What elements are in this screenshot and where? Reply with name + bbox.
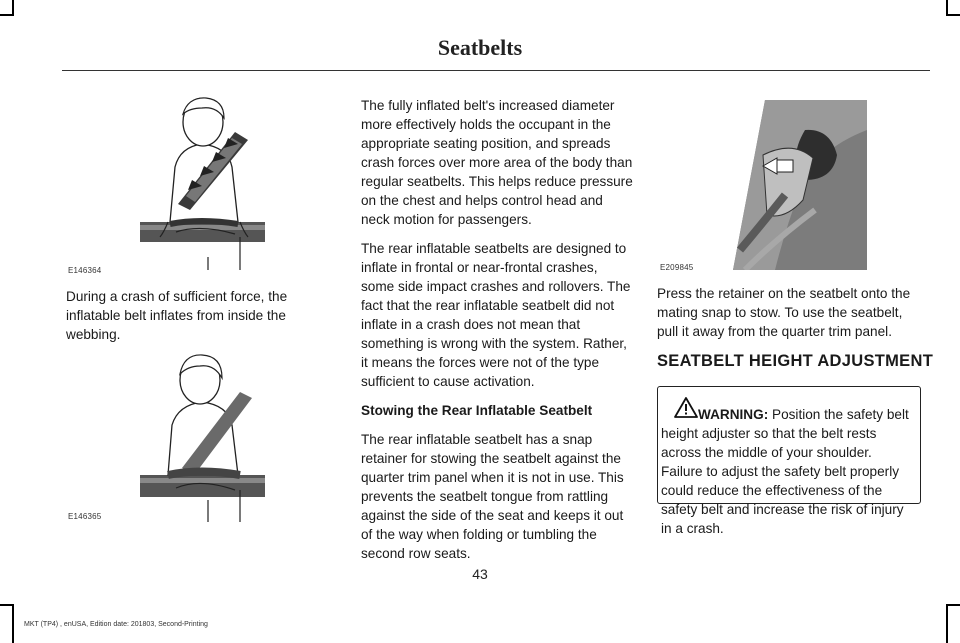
figure-code-1: E146364: [68, 266, 102, 275]
edition-footer: MKT (TP4) , enUSA, Edition date: 201803, Second-Printing: [24, 621, 208, 628]
subheading: Stowing the Rear Inflatable Seatbelt: [361, 403, 593, 418]
figure-seatbelt-retainer: [705, 100, 867, 270]
crop-mark-bottom-right-v: [946, 604, 948, 643]
body-paragraph: The fully inflated belt's increased diameter more effectively holds the occupant in the appropriate seating position, and spreads crash forces over more area of the body than regular seatbelts. This helps reduce pressure on the chest and helps control head and neck motion for passengers.: [361, 98, 633, 227]
crop-mark-bottom-left-v: [12, 604, 14, 643]
section-heading: SEATBELT HEIGHT ADJUSTMENT: [657, 352, 934, 370]
body-paragraph: Press the retainer on the seatbelt onto the mating snap to stow. To use the seatbelt, pull it away from the quarter trim panel.: [657, 286, 911, 339]
body-paragraph: The rear inflatable seatbelt has a snap retainer for stowing the seatbelt against the quarter trim panel when it is not in use. This prevents the seatbelt tongue from rattling against the side of the seat and keeps it out of the way when folding or tumbling the second row seats.: [361, 432, 624, 561]
column-3: [657, 284, 925, 341]
figure-code-2: E146365: [68, 512, 102, 521]
warning-box: [657, 386, 921, 536]
crop-mark-bottom-right-h: [946, 604, 960, 606]
crop-mark-top-right-h: [946, 14, 960, 16]
warning-text: Position the safety belt height adjuster so that the belt rests across the middle of your shoulder. Failure to adjust the safety belt properly could reduce the effectiveness of the safety belt and increase the risk of injury in a crash.: [661, 407, 909, 536]
figure-code-3: E209845: [660, 263, 694, 272]
body-paragraph: The rear inflatable seatbelts are designed to inflate in frontal or near-frontal crashes, some side impact crashes and rollovers. The fact that the rear inflatable seatbelt did not inflate in a crash does not mean that something is wrong with the system. Rather, it means the forces were not of the type sufficient to cause activation.: [361, 241, 631, 389]
crop-mark-bottom-left-h: [0, 604, 14, 606]
crop-mark-top-left-h: [0, 14, 14, 16]
page-number: 43: [472, 566, 488, 582]
column-1: [66, 287, 306, 344]
body-paragraph: During a crash of sufficient force, the inflatable belt inflates from inside the webbing.: [66, 289, 288, 342]
header-divider: [62, 70, 930, 71]
warning-paragraph: [661, 405, 916, 538]
figure-child-stowed-belt: [140, 350, 265, 522]
warning-label: WARNING:: [698, 407, 769, 422]
page-title: Seatbelts: [437, 35, 523, 60]
figure-child-inflated-belt: [140, 92, 265, 270]
warning-triangle-icon: [674, 397, 698, 418]
column-2: [361, 96, 633, 563]
